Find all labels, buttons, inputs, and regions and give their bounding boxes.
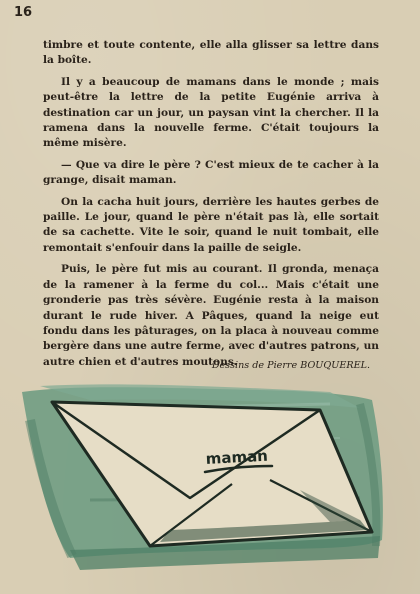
paragraph-3: — Que va dire le père ? C'est mieux de te cacher à la grange, disait maman. (43, 158, 379, 187)
story-text (43, 38, 379, 376)
paragraph-4: On la cacha huit jours, derrière les hautes gerbes de paille. Le jour, quand le père n'était pas là, elle sortait de sa cachette. Vite le soir, quand le nuit tombait, elle remontait s'enfouir dans la paille de seigle. (43, 195, 379, 254)
paragraph-1: timbre et toute contente, elle alla glisser sa lettre dans la boîte. (43, 39, 379, 67)
envelope-illustration (0, 380, 420, 594)
page-number: 16 (14, 5, 33, 20)
envelope-address: maman (205, 446, 269, 468)
credit-name: BOUQUEREL. (300, 360, 370, 371)
illustration-credit (212, 360, 370, 371)
paragraph-2: Il y a beaucoup de mamans dans le monde ; mais peut-être la lettre de la petite Eugénie arriva à destination car un jour, un paysan vint la chercher. Il la ramena dans la nouvelle ferme. C'était toujours la même misère. (43, 75, 379, 150)
paragraph-5: Puis, le père fut mis au courant. Il gronda, menaça de la ramener à la ferme du col... Mais c'était une gronderie pas très sévère. Eugénie resta à la maison durant le rude hiver. A Pâques, quand la neige eut fondu dans les pâturages, on la placa à nouveau comme bergère dans une autre ferme, avec d'autres patrons, un autre chien et d'autres moutons. (43, 263, 379, 368)
credit-prefix: Dessins de Pierre (211, 360, 301, 371)
